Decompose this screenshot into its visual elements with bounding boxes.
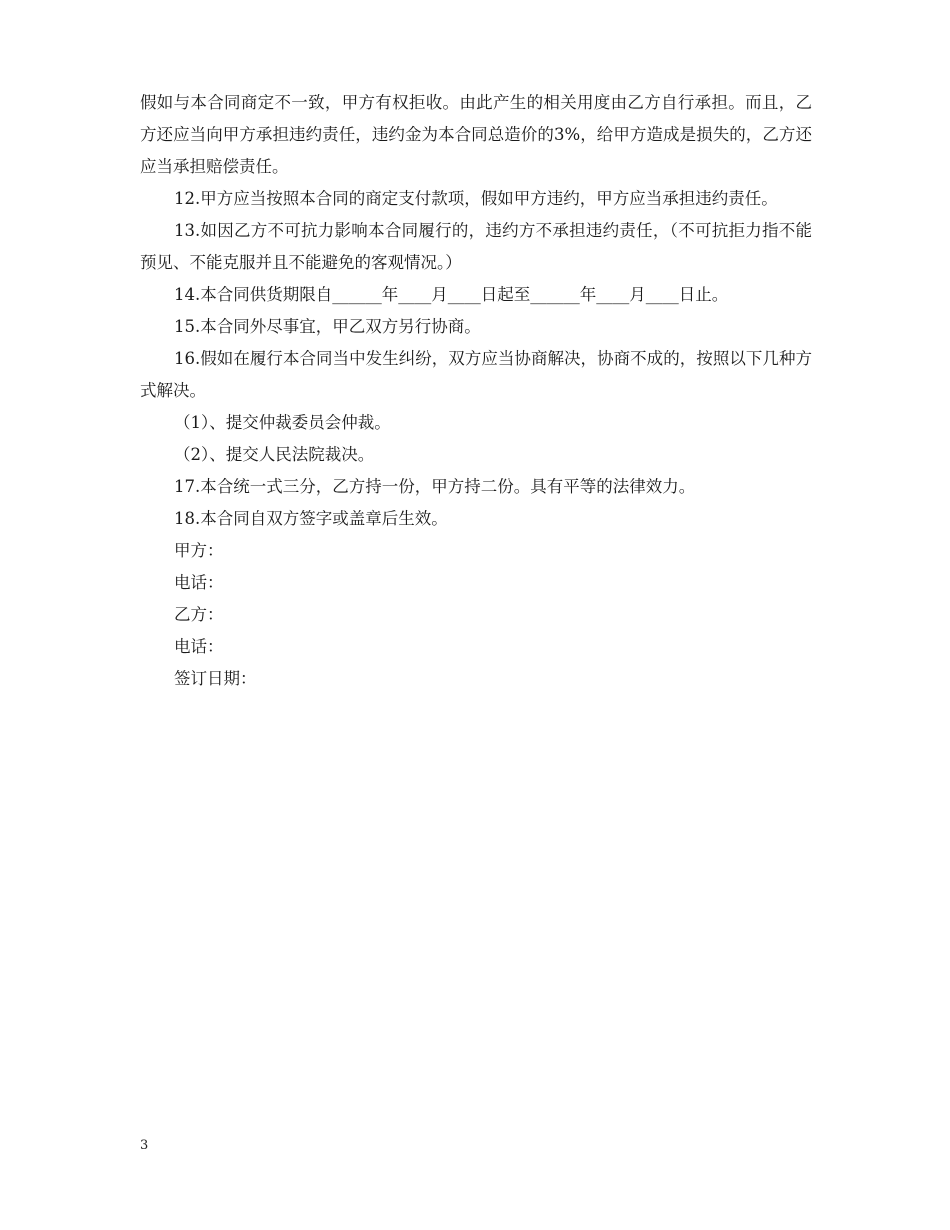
clause-17: 17.本合统一式三分，乙方持一份，甲方持二份。具有平等的法律效力。 (174, 477, 696, 496)
party-a-phone-label: 电话： (174, 573, 224, 592)
clause-12: 12.甲方应当按照本合同的商定支付款项，假如甲方违约，甲方应当承担违约责任。 (174, 189, 778, 208)
clause-15: 15.本合同外尽事宜，甲乙双方另行协商。 (174, 317, 481, 336)
party-b-phone-label: 电话： (174, 637, 224, 656)
signature-block (140, 535, 812, 695)
sign-date-label: 签订日期： (174, 669, 257, 688)
party-a-label: 甲方： (174, 541, 224, 560)
paragraph-continuation: 假如与本合同商定不一致，甲方有权拒收。由此产生的相关用度由乙方自行承担。而且，乙方还应当向甲方承担违约责任，违约金为本合同总造价的3%，给甲方造成是损失的，乙方还应当承担赔偿责任。 (140, 93, 812, 176)
clause-13: 13.如因乙方不可抗力影响本合同履行的，违约方不承担违约责任，（不可抗拒力指不能预见、不能克服并且不能避免的客观情况。） (140, 221, 812, 272)
document-body (140, 87, 812, 695)
clause-18: 18.本合同自双方签字或盖章后生效。 (174, 509, 448, 528)
clause-14: 14.本合同供货期限自______年____月____日起至______年____月____日止。 (174, 285, 729, 304)
page-number: 3 (140, 1138, 149, 1153)
clause-16-option-1: （1）、提交仲裁委员会仲裁。 (174, 413, 391, 432)
clause-16: 16.假如在履行本合同当中发生纠纷，双方应当协商解决，协商不成的，按照以下几种方式解决。 (140, 349, 812, 400)
party-b-label: 乙方： (174, 605, 224, 624)
clause-16-option-2: （2）、提交人民法院裁决。 (174, 445, 375, 464)
